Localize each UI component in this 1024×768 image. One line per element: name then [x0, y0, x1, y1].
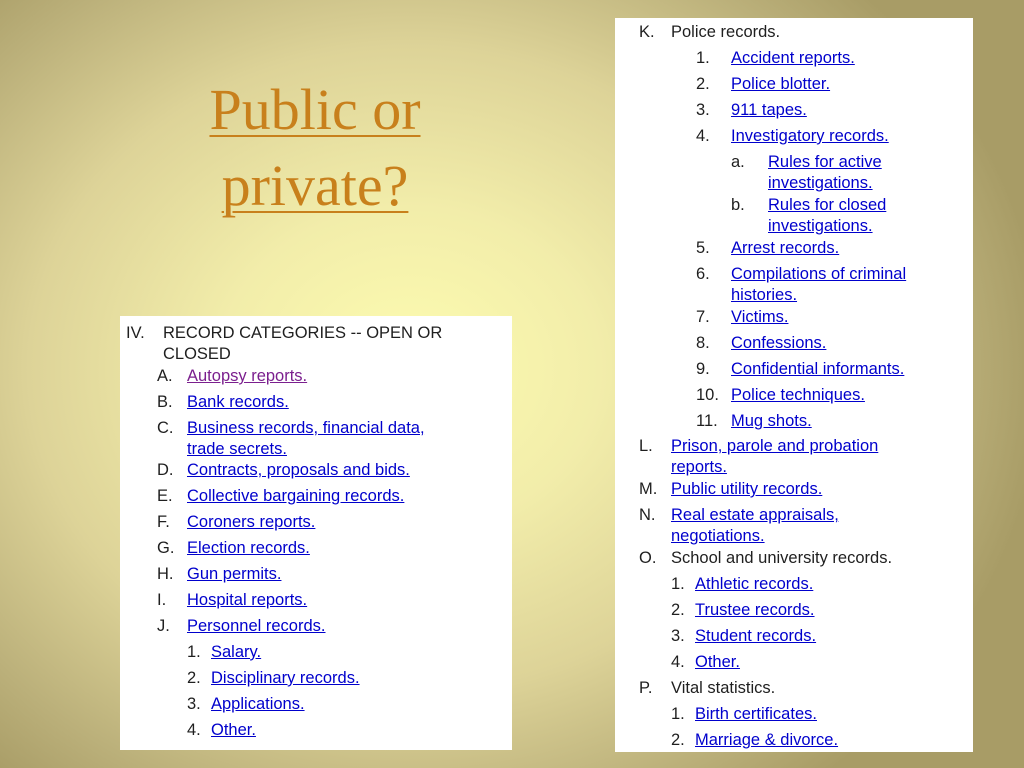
link-applications[interactable]: Applications. [211, 695, 305, 713]
list-marker: 2. [696, 75, 710, 93]
list-marker: 3. [696, 101, 710, 119]
list-marker: 2. [187, 669, 201, 687]
link-coroners-reports[interactable]: Coroners reports. [187, 513, 316, 531]
link-rules-for-closed-line-2[interactable]: investigations. [768, 217, 873, 235]
section-heading-text-1: RECORD CATEGORIES -- OPEN OR [163, 324, 443, 342]
link-personnel-records[interactable]: Personnel records. [187, 617, 326, 635]
list-marker: P. [639, 679, 653, 697]
list-marker: a. [731, 153, 745, 171]
list-marker: E. [157, 487, 173, 505]
link-investigatory-records[interactable]: Investigatory records. [731, 127, 889, 145]
slide-title-line-2[interactable]: private? [221, 153, 409, 218]
link-confessions[interactable]: Confessions. [731, 334, 827, 352]
list-marker: 9. [696, 360, 710, 378]
link-real-estate-appraisals-line-2[interactable]: negotiations. [671, 527, 765, 545]
list-marker: K. [639, 23, 655, 41]
link-arrest-records[interactable]: Arrest records. [731, 239, 840, 257]
link-contracts-proposals-and-bids[interactable]: Contracts, proposals and bids. [187, 461, 410, 479]
list-marker: 11. [696, 412, 718, 430]
link-bank-records[interactable]: Bank records. [187, 393, 289, 411]
link-other[interactable]: Other. [211, 721, 256, 739]
list-marker: D. [157, 461, 174, 479]
link-student-records[interactable]: Student records. [695, 627, 817, 645]
list-marker: B. [157, 393, 173, 411]
link-election-records[interactable]: Election records. [187, 539, 310, 557]
link-rules-for-active[interactable]: Rules for active [768, 153, 882, 171]
slide-title[interactable] [150, 72, 480, 224]
list-marker: 1. [187, 643, 201, 661]
list-marker: O. [639, 549, 657, 567]
link-mug-shots[interactable]: Mug shots. [731, 412, 812, 430]
list-marker: M. [639, 480, 658, 498]
link-autopsy-reports[interactable]: Autopsy reports. [187, 367, 308, 385]
list-marker: 1. [671, 575, 685, 593]
list-marker: I. [157, 591, 167, 609]
list-marker: J. [157, 617, 170, 635]
record-categories-panel [120, 316, 512, 750]
link-gun-permits[interactable]: Gun permits. [187, 565, 282, 583]
link-disciplinary-records[interactable]: Disciplinary records. [211, 669, 360, 687]
list-marker: 3. [671, 627, 685, 645]
list-marker: L. [639, 437, 653, 455]
list-marker: C. [157, 419, 174, 437]
list-marker: H. [157, 565, 174, 583]
list-marker: 8. [696, 334, 710, 352]
list-marker: 10. [696, 386, 719, 404]
list-marker: 4. [696, 127, 710, 145]
link-other[interactable]: Other. [695, 653, 740, 671]
list-marker: A. [157, 367, 173, 385]
list-marker: 1. [671, 705, 685, 723]
link-compilations-of-criminal[interactable]: Compilations of criminal [731, 265, 907, 283]
list-item-label: Police records. [671, 23, 781, 41]
link-business-records-financial-data[interactable]: Business records, financial data, [187, 419, 425, 437]
list-marker: 1. [696, 49, 710, 67]
list-marker: G. [157, 539, 175, 557]
section-marker: IV. [126, 324, 145, 342]
record-categories-continued-panel [615, 18, 973, 752]
list-marker: N. [639, 506, 656, 524]
list-marker: F. [157, 513, 170, 531]
link-police-techniques[interactable]: Police techniques. [731, 386, 865, 404]
list-marker: 2. [671, 731, 685, 749]
list-marker: 3. [187, 695, 201, 713]
list-marker: 2. [671, 601, 685, 619]
link-911-tapes[interactable]: 911 tapes. [731, 101, 807, 119]
link-marriage-divorce[interactable]: Marriage & divorce. [695, 731, 839, 749]
link-hospital-reports[interactable]: Hospital reports. [187, 591, 308, 609]
link-compilations-of-criminal-line-2[interactable]: histories. [731, 286, 798, 304]
link-police-blotter[interactable]: Police blotter. [731, 75, 831, 93]
list-marker: 5. [696, 239, 710, 257]
list-marker: 6. [696, 265, 710, 283]
link-prison-parole-and-probation[interactable]: Prison, parole and probation [671, 437, 879, 455]
link-victims[interactable]: Victims. [731, 308, 789, 326]
link-birth-certificates[interactable]: Birth certificates. [695, 705, 817, 723]
link-collective-bargaining-records[interactable]: Collective bargaining records. [187, 487, 405, 505]
link-prison-parole-and-probation-line-2[interactable]: reports. [671, 458, 727, 476]
section-heading-text-2: CLOSED [163, 345, 231, 363]
link-athletic-records[interactable]: Athletic records. [695, 575, 814, 593]
list-marker: 4. [671, 653, 685, 671]
link-rules-for-active-line-2[interactable]: investigations. [768, 174, 873, 192]
link-public-utility-records[interactable]: Public utility records. [671, 480, 823, 498]
link-real-estate-appraisals[interactable]: Real estate appraisals, [671, 506, 839, 524]
list-item-label: School and university records. [671, 549, 893, 567]
list-marker: 7. [696, 308, 710, 326]
list-item-label: Vital statistics. [671, 679, 776, 697]
link-confidential-informants[interactable]: Confidential informants. [731, 360, 905, 378]
slide-title-line-1[interactable]: Public or [209, 77, 421, 142]
link-business-records-financial-data-line-2[interactable]: trade secrets. [187, 440, 287, 458]
link-salary[interactable]: Salary. [211, 643, 262, 661]
link-trustee-records[interactable]: Trustee records. [695, 601, 815, 619]
list-marker: 4. [187, 721, 201, 739]
list-marker: b. [731, 196, 745, 214]
link-accident-reports[interactable]: Accident reports. [731, 49, 855, 67]
link-rules-for-closed[interactable]: Rules for closed [768, 196, 887, 214]
